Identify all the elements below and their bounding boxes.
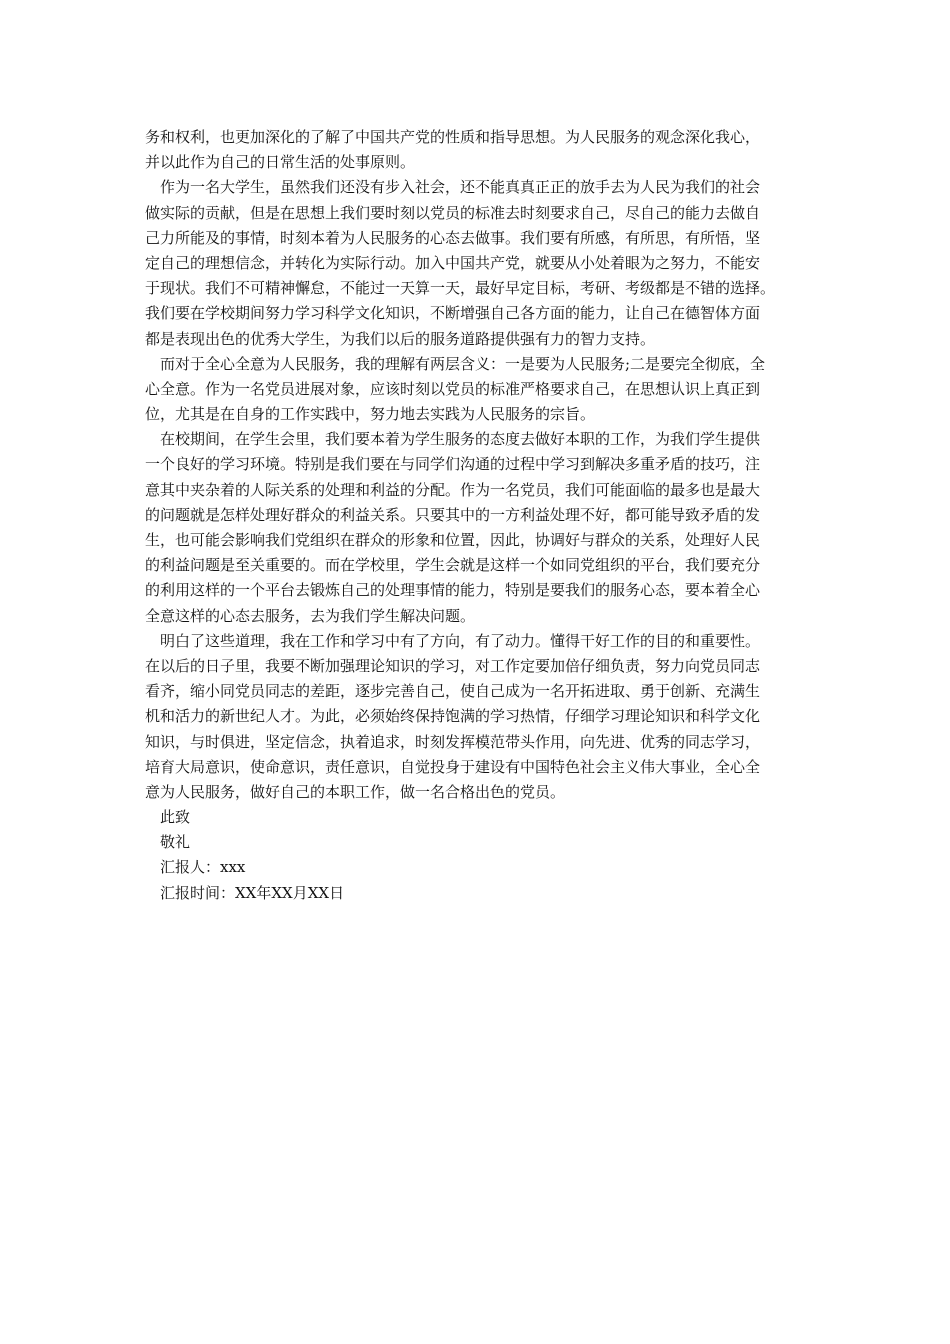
text-line: 培育大局意识，使命意识，责任意识，自觉投身于建设有中国特色社会主义伟大事业，全心全 — [145, 757, 761, 776]
text-line: 我们要在学校期间努力学习科学文化知识，不断增强自己各方面的能力，让自己在德智体方面 — [145, 304, 761, 323]
text-line: 并以此作为自己的日常生活的处事原则。 — [145, 153, 416, 172]
paragraph-4 — [145, 427, 803, 629]
text-line: 做实际的贡献，但是在思想上我们要时刻以党员的标准去时刻要求自己，尽自己的能力去做自 — [145, 203, 761, 222]
text-line: 在校期间，在学生会里，我们要本着为学生服务的态度去做好本职的工作，为我们学生提供 — [160, 430, 761, 449]
text-line: 己力所能及的事情，时刻本着为人民服务的心态去做事。我们要有所感，有所思，有所悟，坚 — [145, 228, 761, 247]
salutation-cizhi: 此致 — [160, 808, 191, 827]
text-line: 于现状。我们不可精神懈怠，不能过一天算一天，最好早定目标，考研、考级都是不错的选择。 — [145, 279, 776, 298]
text-line: 都是表现出色的优秀大学生，为我们以后的服务道路提供强有力的智力支持。 — [145, 329, 656, 348]
salutation-jingli: 敬礼 — [160, 833, 191, 852]
reporter-name: 汇报人：xxx — [160, 858, 246, 877]
paragraph-1 — [145, 125, 803, 175]
text-line: 意为人民服务，做好自己的本职工作，做一名合格出色的党员。 — [145, 782, 566, 801]
text-line: 生，也可能会影响我们党组织在群众的形象和位置，因此，协调好与群众的关系，处理好人民 — [145, 531, 761, 549]
text-line: 定自己的理想信念，并转化为实际行动。加入中国共产党，就要从小处着眼为之努力，不能安 — [145, 253, 761, 272]
paragraph-3 — [145, 352, 803, 428]
text-line: 意其中夹杂着的人际关系的处理和利益的分配。作为一名党员，我们可能面临的最多也是最大 — [145, 480, 761, 499]
text-line: 的利益问题是至关重要的。而在学校里，学生会就是这样一个如同党组织的平台，我们要充分 — [145, 556, 761, 575]
text-line: 作为一名大学生，虽然我们还没有步入社会，还不能真真正正的放手去为人民为我们的社会 — [160, 178, 761, 197]
text-line: 的利用这样的一个平台去锻炼自己的处理事情的能力，特别是要我们的服务心态，要本着全心 — [145, 581, 761, 600]
text-line: 的问题就是怎样处理好群众的利益关系。只要其中的一方利益处理不好，都可能导致矛盾的发 — [145, 505, 761, 524]
text-line: 务和权利，也更加深化的了解了中国共产党的性质和指导思想。为人民服务的观念深化我心， — [145, 128, 761, 146]
text-line: 明白了这些道理，我在工作和学习中有了方向，有了动力。懂得干好工作的目的和重要性。 — [160, 631, 761, 650]
text-line: 而对于全心全意为人民服务，我的理解有两层含义：一是要为人民服务;二是要完全彻底，全 — [160, 354, 766, 373]
text-line: 一个良好的学习环境。特别是我们要在与同学们沟通的过程中学习到解决多重矛盾的技巧，注 — [145, 455, 761, 474]
text-line: 在以后的日子里，我要不断加强理论知识的学习，对工作定要加倍仔细负责，努力向党员同志 — [145, 656, 761, 675]
text-line: 机和活力的新世纪人才。为此，必须始终保持饱满的学习热情，仔细学习理论知识和科学文化 — [145, 707, 761, 726]
text-line: 位，尤其是在自身的工作实践中，努力地去实践为人民服务的宗旨。 — [145, 405, 596, 424]
report-date: 汇报时间：XX年XX月XX日 — [160, 883, 345, 902]
document-body — [145, 125, 803, 906]
text-line: 知识，与时俱进，坚定信念，执着追求，时刻发挥模范带头作用，向先进、优秀的同志学习， — [145, 732, 761, 751]
letter-closing — [145, 805, 803, 906]
paragraph-5 — [145, 629, 803, 805]
text-line: 全意这样的心态去服务，去为我们学生解决问题。 — [145, 606, 476, 625]
paragraph-2 — [145, 175, 803, 351]
text-line: 心全意。作为一名党员进展对象，应该时刻以党员的标准严格要求自己，在思想认识上真正到 — [145, 379, 761, 398]
text-line: 看齐，缩小同党员同志的差距，逐步完善自己，使自己成为一名开拓进取、勇于创新、充满生 — [145, 682, 761, 701]
